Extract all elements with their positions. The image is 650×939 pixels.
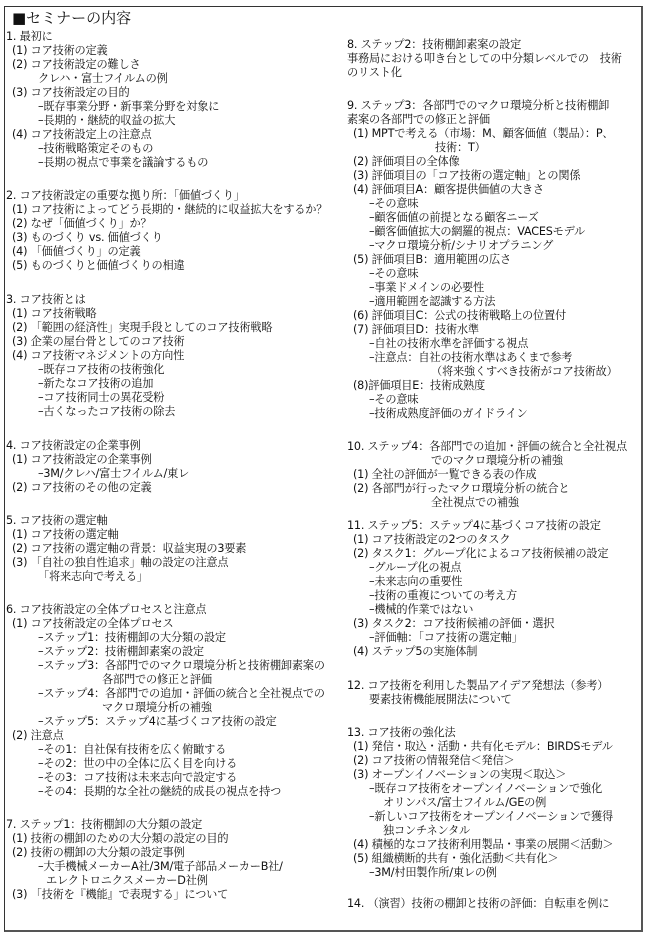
outline-line: (2) 注意点 xyxy=(12,729,64,742)
outline-line: 14. （演習）技術の棚卸と技術の評価：自転車を例に xyxy=(347,897,610,910)
outline-line: (1) 発信・取込・活動・共有化モデル：BIRDSモデル xyxy=(353,740,613,753)
outline-line: 10. ステップ4：各部門での追加・評価の統合と全社視点 xyxy=(347,440,627,453)
outline-line: マクロ環境分析の補強 xyxy=(102,701,212,714)
outline-line: –ステップ3：各部門でのマクロ環境分析と技術棚卸素案の xyxy=(38,659,325,672)
outline-line: 「将来志向で考える」 xyxy=(38,570,148,583)
outline-line: (3) 「技術を『機能』で表現する」について xyxy=(12,888,229,901)
outline-line: –事業ドメインの必要性 xyxy=(369,281,484,294)
outline-line: –顧客価値の前提となる顧客ニーズ xyxy=(369,211,539,224)
outline-line: 7. ステップ1：技術棚卸の大分類の設定 xyxy=(6,818,203,831)
outline-line: (8)評価項目E：技術成熟度 xyxy=(353,379,485,392)
outline-line: (4) 評価項目A：顧客提供価値の大きさ xyxy=(353,183,544,196)
outline-line: 8. ステップ2：技術棚卸素案の設定 xyxy=(347,38,522,51)
outline-line: (4) 積極的なコア技術利用製品・事業の展開＜活動＞ xyxy=(353,838,614,851)
outline-line: (4) 「価値づくり」の定義 xyxy=(12,245,141,258)
outline-line: –ステップ4：各部門での追加・評価の統合と全社視点での xyxy=(38,687,325,700)
outline-line: (1) コア技術設定の全体プロセス xyxy=(12,617,174,630)
outline-line: 11. ステップ5：ステップ4に基づくコア技術の設定 xyxy=(347,519,601,532)
outline-line: –長期の視点で事業を議論するもの xyxy=(38,156,209,169)
outline-line: (4) コア技術設定上の注意点 xyxy=(12,128,152,141)
outline-line: –マクロ環境分析/シナリオプラニング xyxy=(369,239,554,252)
outline-line: –注意点：自社の技術水準はあくまで参考 xyxy=(369,351,573,364)
outline-line: (3) 評価項目の「コア技術の選定軸」との関係 xyxy=(353,169,581,182)
outline-line: 要素技術機能展開法について xyxy=(369,693,512,706)
outline-line: (1) コア技術の選定軸 xyxy=(12,528,119,541)
outline-line: (5) 組織横断的共有・強化活動＜共有化＞ xyxy=(353,852,559,865)
outline-line: –その4：長期的な全社の継続的成長の視点を持つ xyxy=(38,785,282,798)
outline-line: (1) コア技術設定の2つのタスク xyxy=(353,533,511,546)
outline-line: (2) コア技術の情報発信＜発信＞ xyxy=(353,754,515,767)
outline-line: (1) コア技術設定の企業事例 xyxy=(12,453,152,466)
outline-line: (5) ものづくりと価値づくりの相違 xyxy=(12,259,185,272)
outline-line: 2. コア技術設定の重要な拠り所：「価値づくり」 xyxy=(6,189,245,202)
outline-line: –グループ化の視点 xyxy=(369,561,462,574)
outline-line: (1) 全社の評価が一覧できる表の作成 xyxy=(353,468,537,481)
outline-line: (1) コア技術によってどう長期的・継続的に収益拡大をするか？ xyxy=(12,203,328,216)
outline-line: (2) コア技術設定の難しさ xyxy=(12,58,141,71)
outline-line: 5. コア技術の選定軸 xyxy=(6,514,108,527)
outline-line: 全社視点での補強 xyxy=(431,496,519,509)
outline-line: –新しいコア技術をオープンイノベーションで獲得 xyxy=(369,810,613,823)
outline-line: (2) 評価項目の全体像 xyxy=(353,155,460,168)
outline-line: –機械的作業ではない xyxy=(369,603,474,616)
outline-line: –未来志向の重要性 xyxy=(369,575,463,588)
outline-line: クレハ・富士フイルムの例 xyxy=(38,72,168,85)
outline-line: –既存コア技術の技術強化 xyxy=(38,363,165,376)
outline-line: –自社の技術水準を評価する視点 xyxy=(369,337,529,350)
outline-line: (3) コア技術設定の目的 xyxy=(12,86,130,99)
page-title: ■セミナーの内容 xyxy=(12,9,132,27)
outline-line: –その3：コア技術は未来志向で設定する xyxy=(38,771,238,784)
outline-line: –ステップ5：ステップ4に基づくコア技術の設定 xyxy=(38,715,277,728)
outline-line: エレクトロニクスメーカーD社例 xyxy=(46,874,208,887)
outline-line: 13. コア技術の強化法 xyxy=(347,726,456,739)
outline-line: –評価軸：「コア技術の選定軸」 xyxy=(369,631,523,644)
outline-line: 4. コア技術設定の企業事例 xyxy=(6,439,141,452)
outline-line: –大手機械メーカーA社/3M/電子部品メーカーB社/ xyxy=(38,860,283,873)
outline-line: 6. コア技術設定の全体プロセスと注意点 xyxy=(6,603,207,616)
outline-line: –古くなったコア技術の除去 xyxy=(38,405,176,418)
outline-line: –既存コア技術をオープンイノベーションで強化 xyxy=(369,782,602,795)
outline-line: –既存事業分野・新事業分野を対象に xyxy=(38,100,220,113)
outline-line: (1) 技術の棚卸のための大分類の設定の目的 xyxy=(12,832,229,845)
outline-line: –その1：自社保有技術を広く俯瞰する xyxy=(38,743,227,756)
outline-line: –技術の重複についての考え方 xyxy=(369,589,518,602)
outline-line: (3) タスク2：コア技術候補の評価・選択 xyxy=(353,617,555,630)
outline-line: (3) 企業の屋台骨としてのコア技術 xyxy=(12,335,185,348)
outline-line: (1) MPTで考える（市場：M、顧客価値（製品）：P、 xyxy=(353,127,614,140)
outline-line: (2) なぜ「価値づくり」か？ xyxy=(12,217,152,230)
outline-line: オリンパス/富士フイルム/GEの例 xyxy=(383,796,547,809)
outline-line: （将来強くすべき技術がコア技術故） xyxy=(431,365,618,378)
outline-line: 技術：T） xyxy=(435,141,486,154)
outline-line: (1) コア技術の定義 xyxy=(12,44,108,57)
outline-line: のリスト化 xyxy=(347,66,402,79)
outline-line: でのマクロ環境分析の補強 xyxy=(431,454,563,467)
outline-line: (7) 評価項目D：技術水準 xyxy=(353,323,479,336)
outline-line: 事務局における叩き台としての中分類レベルでの 技術 xyxy=(347,52,622,65)
outline-line: –3M/クレハ/富士フイルム/東レ xyxy=(38,467,190,480)
outline-line: 1. 最初に xyxy=(6,30,53,43)
outline-line: –その意味 xyxy=(369,393,419,406)
outline-line: (1) コア技術戦略 xyxy=(12,307,97,320)
outline-line: –コア技術同士の異花受粉 xyxy=(38,391,165,404)
outline-line: –その意味 xyxy=(369,197,419,210)
outline-line: (6) 評価項目C：公式の技術戦略上の位置付 xyxy=(353,309,567,322)
outline-line: 12. コア技術を利用した製品アイデア発想法（参考） xyxy=(347,679,609,692)
outline-line: 3. コア技術とは xyxy=(6,293,86,306)
outline-line: (5) 評価項目B：適用範囲の広さ xyxy=(353,253,511,266)
outline-line: (3) オープンイノベーションの実現＜取込＞ xyxy=(353,768,567,781)
outline-line: (2) コア技術のその他の定義 xyxy=(12,481,152,494)
outline-line: (2) 「範囲の経済性」実現手段としてのコア技術戦略 xyxy=(12,321,273,334)
outline-line: (3) ものづくり vs. 価値づくり xyxy=(12,231,163,244)
outline-line: 各部門での修正と評価 xyxy=(102,673,212,686)
outline-line: (3) 「自社の独自性追求」軸の設定の注意点 xyxy=(12,556,229,569)
outline-line: –新たなコア技術の追加 xyxy=(38,377,154,390)
outline-line: (4) コア技術マネジメントの方向性 xyxy=(12,349,185,362)
outline-line: –3M/村田製作所/東レの例 xyxy=(369,866,497,879)
outline-line: (2) コア技術の選定軸の背景：収益実現の3要素 xyxy=(12,542,247,555)
outline-line: –その意味 xyxy=(369,267,419,280)
outline-line: (2) 各部門が行ったマクロ環境分析の統合と xyxy=(353,482,570,495)
outline-line: –ステップ1：技術棚卸の大分類の設定 xyxy=(38,631,226,644)
outline-line: (2) 技術の棚卸の大分類の設定事例 xyxy=(12,846,185,859)
outline-line: –その2：世の中の全体に広く目を向ける xyxy=(38,757,238,770)
outline-line: –技術戦略策定そのもの xyxy=(38,142,154,155)
outline-line: 素案の各部門での修正と評価 xyxy=(347,113,490,126)
outline-line: 9. ステップ3：各部門でのマクロ環境分析と技術棚卸 xyxy=(347,99,610,112)
outline-line: –適用範囲を認識する方法 xyxy=(369,295,496,308)
outline-line: –技術成熟度評価のガイドライン xyxy=(369,407,528,420)
outline-line: 独コンチネンタル xyxy=(383,824,471,837)
outline-line: –顧客価値拡大の網羅的視点：VACESモデル xyxy=(369,225,586,238)
outline-line: (2) タスク1：グループ化によるコア技術候補の設定 xyxy=(353,547,609,560)
outline-line: –長期的・継続的収益の拡大 xyxy=(38,114,176,127)
outline-line: (4) ステップ5の実施体制 xyxy=(353,645,478,658)
outline-line: –ステップ2：技術棚卸素案の設定 xyxy=(38,645,204,658)
